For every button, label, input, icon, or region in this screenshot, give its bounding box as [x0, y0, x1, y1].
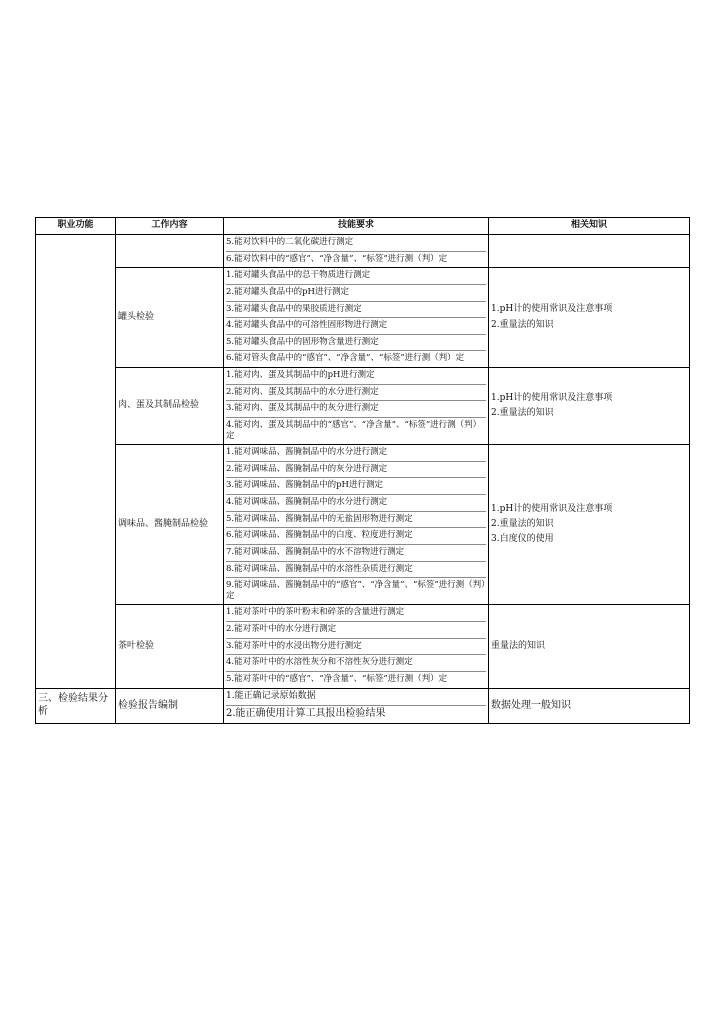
knowledge-item: 2.重量法的知识 — [491, 519, 554, 530]
header-work-content: 工作内容 — [116, 218, 224, 235]
skill-item: 4.能对调味品、酱腌制品中的水分进行测定 — [226, 495, 486, 512]
knowledge-cell — [489, 605, 690, 688]
skill-item: 3.能对罐头食品中的果胶质进行测定 — [226, 302, 486, 319]
skill-item: 5.能对罐头食品中的固形物含量进行测定 — [226, 335, 486, 352]
knowledge-item: 3.白度仪的使用 — [491, 534, 554, 545]
function-cell: 三、检验结果分析 — [36, 688, 116, 724]
header-function: 职业功能 — [36, 218, 116, 235]
knowledge-cell — [489, 445, 690, 605]
skill-item: 2.能对肉、蛋及其制品中的水分进行测定 — [226, 385, 486, 402]
skills-table — [35, 217, 690, 724]
skill-item: 1.能对罐头食品中的总干物质进行测定 — [226, 268, 486, 285]
work-content-cell: 茶叶检验 — [116, 605, 224, 688]
skill-item: 4.能对肉、蛋及其制品中的“感官”、“净含量”、“标签”进行测（判）定 — [226, 419, 482, 441]
header-related-knowledge: 相关知识 — [489, 218, 690, 235]
skill-item: 9.能对调味品、酱腌制品中的“感官”、“净含量”、“标签”进行测（判）定 — [226, 580, 486, 601]
skill-item: 3.能对调味品、酱腌制品中的pH进行测定 — [226, 478, 486, 495]
knowledge-item: 2.重量法的知识 — [491, 319, 554, 330]
work-content-cell — [116, 235, 224, 268]
table-row — [36, 688, 690, 724]
knowledge-item: 1.pH计的使用常识及注意事项 — [491, 304, 613, 315]
skills-cell — [224, 688, 489, 724]
skill-item: 5.能对茶叶中的“感官”、“净含量”、“标签”进行测（判）定 — [226, 673, 448, 684]
skill-item: 4.能对茶叶中的水溶性灰分和不溶性灰分进行测定 — [226, 655, 486, 672]
knowledge-cell — [489, 235, 690, 268]
function-cell — [36, 235, 116, 689]
skills-cell — [224, 445, 489, 605]
skills-cell — [224, 605, 489, 688]
skill-item: 5.能对调味品、酱腌制品中的无盐固形物进行测定 — [226, 512, 486, 529]
skill-item: 1.能正确记录原始数据 — [226, 689, 486, 706]
knowledge-cell — [489, 368, 690, 445]
skills-cell — [224, 368, 489, 445]
knowledge-item: 1.pH计的使用常识及注意事项 — [491, 392, 613, 403]
work-content-cell: 检验报告编制 — [116, 688, 224, 724]
table-row — [36, 235, 690, 268]
knowledge-cell: 数据处理一般知识 — [489, 688, 690, 724]
table-row — [36, 445, 690, 605]
table-header-row — [36, 218, 690, 235]
skill-item: 6.能对调味品、酱腌制品中的白度、粒度进行测定 — [226, 528, 486, 545]
work-content-cell: 调味品、酱腌制品检验 — [116, 445, 224, 605]
skill-item: 2.能对茶叶中的水分进行测定 — [226, 622, 486, 639]
knowledge-item: 重量法的知识 — [491, 640, 546, 651]
skills-cell — [224, 235, 489, 268]
skill-item: 1.能对肉、蛋及其制品中的pH进行测定 — [226, 368, 486, 385]
skill-item: 8.能对调味品、酱腌制品中的水溶性杂质进行测定 — [226, 562, 486, 579]
table-row — [36, 368, 690, 445]
knowledge-cell — [489, 268, 690, 368]
skill-item: 5.能对饮料中的二氧化碳进行测定 — [226, 235, 486, 252]
skill-item: 1.能对调味品、酱腌制品中的水分进行测定 — [226, 445, 486, 462]
skill-item: 1.能对茶叶中的茶叶粉末和碎茶的含量进行测定 — [226, 605, 486, 622]
table-row — [36, 605, 690, 688]
knowledge-item: 1.pH计的使用常识及注意事项 — [491, 503, 613, 514]
table-row — [36, 268, 690, 368]
skill-item: 3.能对肉、蛋及其制品中的灰分进行测定 — [226, 401, 486, 418]
knowledge-item: 2.重量法的知识 — [491, 408, 554, 419]
header-skill-requirements: 技能要求 — [224, 218, 489, 235]
skill-item: 4.能对罐头食品中的可溶性固形物进行测定 — [226, 318, 486, 335]
skill-item: 7.能对调味品、酱腌制品中的水不溶物进行测定 — [226, 545, 486, 562]
work-content-cell: 肉、蛋及其制品检验 — [116, 368, 224, 445]
skill-item: 2.能对罐头食品中的pH进行测定 — [226, 285, 486, 302]
work-content-cell: 罐头检验 — [116, 268, 224, 368]
skill-item: 3.能对茶叶中的水浸出物分进行测定 — [226, 639, 486, 656]
skill-item: 2.能对调味品、酱腌制品中的灰分进行测定 — [226, 462, 486, 479]
skills-cell — [224, 268, 489, 368]
table-body — [36, 235, 690, 724]
skill-item: 6.能对管头食品中的“感官”、“净含量”、“标签”进行测（判）定 — [226, 353, 465, 364]
skill-item: 6.能对饮料中的“感官”、“净含量”、“标签”进行测（判）定 — [226, 253, 448, 264]
skill-item: 2.能正确使用计算工具报出检验结果 — [226, 707, 386, 719]
